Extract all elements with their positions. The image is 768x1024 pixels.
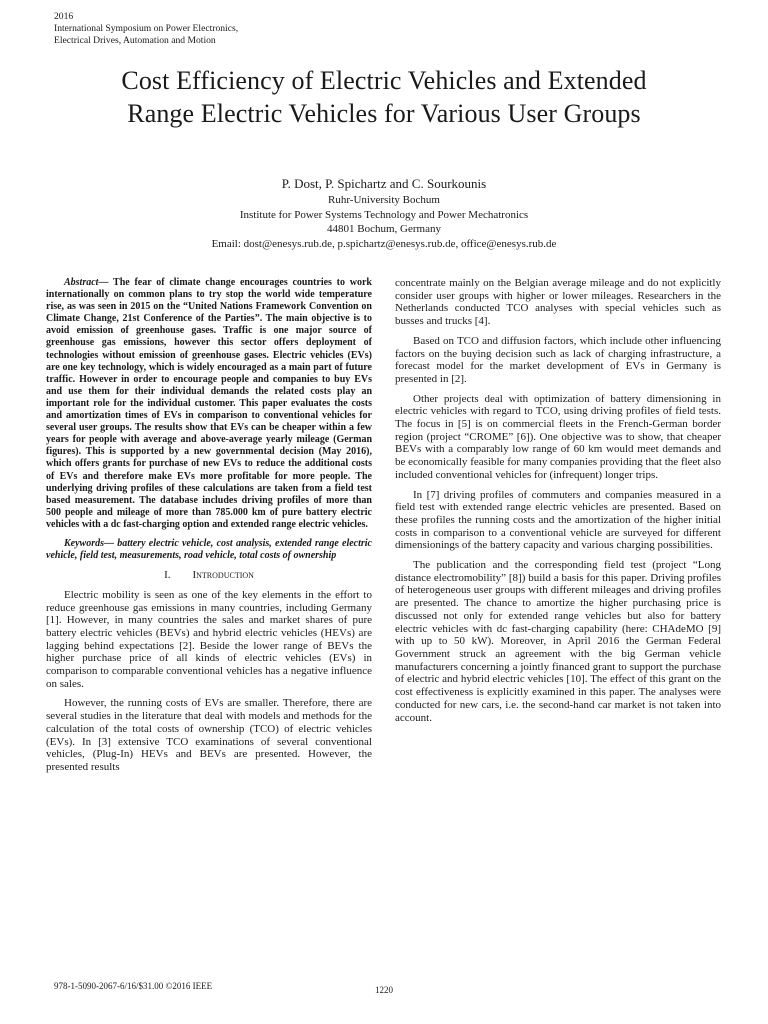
abstract-label: Abstract—: [64, 277, 109, 288]
abstract-text: The fear of climate change encourages countries to work internationally on common plans to try stop the world wide temperature rise, as was seen in 2015 on the “United Nations Framework Convention on Climate Change, 21st Conference of the Parties”. The main objective is to avoid emission of greenhouse gases. Traffic is one major source of greenhouse gas emissions, however this sector offers deployment of technologies without emission of greenhouse gases. Electric vehicles (EVs) are one key technology, which is widely encouraged as a main part of future traffic. However in order to encourage people and companies to buy EVs and use them for their individual demands the related costs play an important role for the individual customer. This paper evaluates the costs and amortization times of EVs in comparison to conventional vehicles for several user groups. The results show that EVs can be cheaper within a few years for people with average and above-average yearly mileage (German figures). This is supported by a new governmental decision (May 2016), which offers grants for purchase of new EVs to reduce the additional costs of EVs and therefore make EVs more profitable for more people. The underlying driving profiles of these calculations are taken from a field test based measurement. The database includes driving profiles of more than 500 people and mileage of more than 785.000 km of pure battery electric vehicles with a dc fast-charging option and extended range electric vehicles.: [46, 277, 372, 530]
keywords: [46, 538, 372, 562]
affiliation-address: 44801 Bochum, Germany: [327, 223, 441, 236]
conference-year: 2016: [54, 11, 74, 22]
footer-isbn: 978-1-5090-2067-6/16/$31.00 ©2016 IEEE: [54, 981, 213, 991]
body-paragraph: In [7] driving profiles of commuters and companies measured in a field test with extended range electric vehicles are presented. Based on these profiles the running costs and the amortization of the higher initial costs in comparison to a conventional vehicle are surveyed for different dimensionings of the battery capacity and various charging possibilities.: [395, 488, 721, 552]
keywords-label: Keywords—: [64, 537, 114, 549]
body-paragraph: Based on TCO and diffusion factors, which include other influencing factors on the buying decision such as lack of charging infrastructure, a forecast model for the market development of EVs in Germany is presented in [2].: [395, 334, 721, 385]
right-column: [395, 277, 721, 731]
body-paragraph: The publication and the corresponding field test (project “Long distance electromobility” [8]) build a basis for this paper. Driving profiles of heterogeneous user groups with different mileages and driving profiles are presented. The chance to amortize the higher purchasing price is discussed not only for extended range vehicles but also for battery electric vehicles with dc fast-charging capability (here: CHAdeMO [9] with up to 50 kW). Moreover, in April 2016 the German Federal Government struck an agreement with the big German vehicle manufacturers concerning a jointly financed grant to support the purchase of electric and hybrid electric vehicles [10]. The effect of this grant on the cost effectiveness is explicitly examined in this paper. The analyses were conducted for new cars, i.e. the second-hand car market is not taken into account.: [395, 559, 721, 724]
paper-title-line2: Range Electric Vehicles for Various User Groups: [127, 99, 641, 128]
section-title: Introduction: [192, 569, 254, 582]
body-paragraph: Electric mobility is seen as one of the key elements in the effort to reduce greenhouse gas emissions in many countries, including Germany [1]. However, in many countries the sales and market shares of pure battery electric vehicles (BEVs) and hybrid electric vehicles (HEVs) are lagging behind expectations [2]. Beside the lower range of BEVs the higher purchase price of all kinds of electric vehicles (EVs) in comparison to comparable conventional vehicles has a negative influence on sales.: [46, 588, 372, 690]
keywords-text: battery electric vehicle, cost analysis, extended range electric vehicle, field test, measurements, road vehicle, total costs of ownership: [46, 537, 372, 562]
section-heading-introduction: [46, 569, 372, 582]
author-list: P. Dost, P. Spichartz and C. Sourkounis: [281, 176, 487, 191]
conference-name-line2: Electrical Drives, Automation and Motion: [54, 35, 216, 46]
page-number: 1220: [375, 985, 393, 995]
left-column: [46, 277, 372, 781]
conference-header: [54, 11, 238, 47]
section-number: I.: [164, 569, 171, 582]
body-paragraph: concentrate mainly on the Belgian average mileage and do not explicitly consider user groups with higher or lower mileages. Researchers in the Netherlands conducted TCO analyses with special vehicles such as busses and trucks [4].: [395, 277, 721, 328]
conference-name-line1: International Symposium on Power Electronics,: [54, 23, 239, 34]
paper-title-line1: Cost Efficiency of Electric Vehicles and Extended: [121, 66, 647, 95]
paper-title: [30, 64, 738, 130]
affiliation-email: Email: dost@enesys.rub.de, p.spichartz@enesys.rub.de, office@enesys.rub.de: [211, 237, 557, 250]
affiliation-block: [0, 193, 768, 251]
affiliation-institute: Institute for Power Systems Technology and Power Mechatronics: [239, 208, 529, 221]
body-paragraph: Other projects deal with optimization of battery dimensioning in electric vehicles with regard to TCO, using driving profiles of field tests. The focus in [5] is on commercial fleets in the French-German border region (project “CROME” [6]). One objective was to show, that cheaper BEVs with a comparably low range of 60 km would meet demands and be economically feasible for many companies providing that the fleet also included conventional vehicles for (infrequent) longer trips.: [395, 392, 721, 481]
abstract: [46, 277, 372, 531]
affiliation-university: Ruhr-University Bochum: [328, 194, 440, 206]
body-paragraph: However, the running costs of EVs are smaller. Therefore, there are several studies in the literature that deal with models and methods for the calculation of the total costs of ownership (TCO) of electric vehicles (EVs). In [3] extensive TCO examinations of several conventional vehicles, (Plug-In) HEVs and BEVs are presented. However, the presented results: [46, 697, 372, 773]
